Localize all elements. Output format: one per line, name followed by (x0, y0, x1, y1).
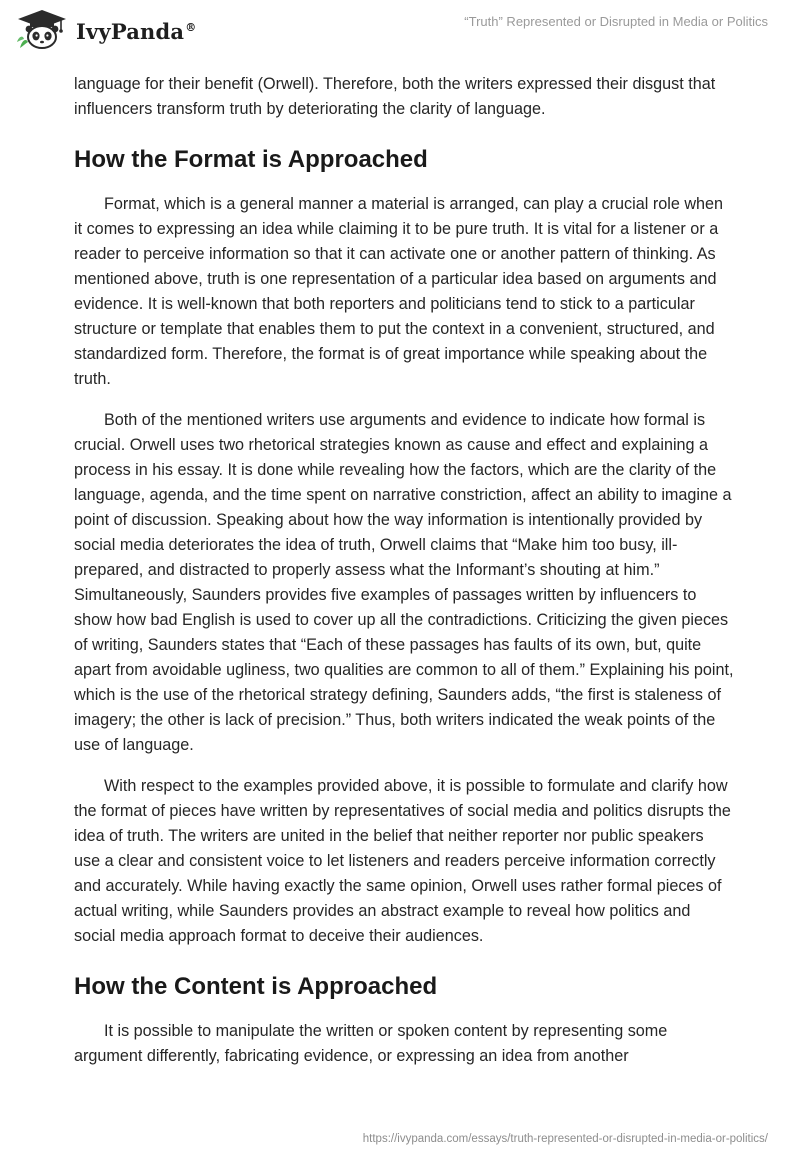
section-heading: How the Format is Approached (74, 146, 428, 173)
footer-url-link[interactable]: https://ivypanda.com/essays/truth-represented-or-disrupted-in-media-or-politics/ (362, 1133, 768, 1145)
body-paragraph: It is possible to manipulate the written or spoken content by representing some argument differently, fabricating evidence, or expressing an idea from another (74, 1022, 668, 1065)
document-title: “Truth” Represented or Disrupted in Media or Politics (464, 14, 768, 29)
section-heading: How the Content is Approached (74, 973, 438, 1000)
essay-body (74, 70, 734, 1069)
ivypanda-logo[interactable] (14, 8, 196, 50)
page-header (0, 0, 800, 70)
body-paragraph: Both of the mentioned writers use arguments and evidence to indicate how formal is crucial. Orwell uses two rhetorical strategies known as cause and effect and explaining a process in his essay. It is done while revealing how the factors, which are the clarity of the language, agenda, and the time spent on narrative constriction, affect an ability to imagine a point of discussion. Speaking about how the way information is intentionally provided by social media deteriorates the idea of truth, Orwell claims that “Make him too busy, ill-prepared, and distracted to properly assess what the Informant’s shouting at him.” Simultaneously, Saunders provides five examples of passages written by influencers to show how bad English is used to cover up all the contradictions. Criticizing the given pieces of writing, Saunders states that “Each of these passages has faults of its own, but, quite apart from avoidable ugliness, two qualities are common to all of them.” Explaining his point, which is the use of the rhetorical strategy defining, Saunders adds, “the first is staleness of imagery; the other is lack of precision.” Thus, both writers indicated the weak points of the use of language. (74, 411, 734, 754)
body-paragraph: With respect to the examples provided above, it is possible to formulate and clarify how the format of pieces have written by representatives of social media and politics disrupts the idea of truth. The writers are united in the belief that neither reporter nor public speakers use a clear and consistent voice to let listeners and readers perceive information correctly and accurately. While having exactly the same opinion, Orwell uses rather formal pieces of actual writing, while Saunders provides an abstract example to reveal how politics and social media approach format to deceive their audiences. (74, 777, 731, 945)
logo-text: IvyPanda® (76, 18, 197, 44)
intro-paragraph: language for their benefit (Orwell). Therefore, both the writers expressed their disgust that influencers transform truth by deteriorating the clarity of language. (74, 75, 716, 118)
panda-graduate-icon (14, 8, 70, 50)
body-paragraph: Format, which is a general manner a material is arranged, can play a crucial role when it comes to expressing an idea while claiming it to be pure truth. It is vital for a listener or a reader to perceive information so that it can activate one or another pattern of thinking. As mentioned above, truth is one representation of a particular idea based on arguments and evidence. It is well-known that both reporters and politicians tend to stick to a particular structure or template that enables them to put the context in a convenient, structured, and standardized form. Therefore, the format is of great importance while speaking about the truth. (74, 195, 724, 388)
